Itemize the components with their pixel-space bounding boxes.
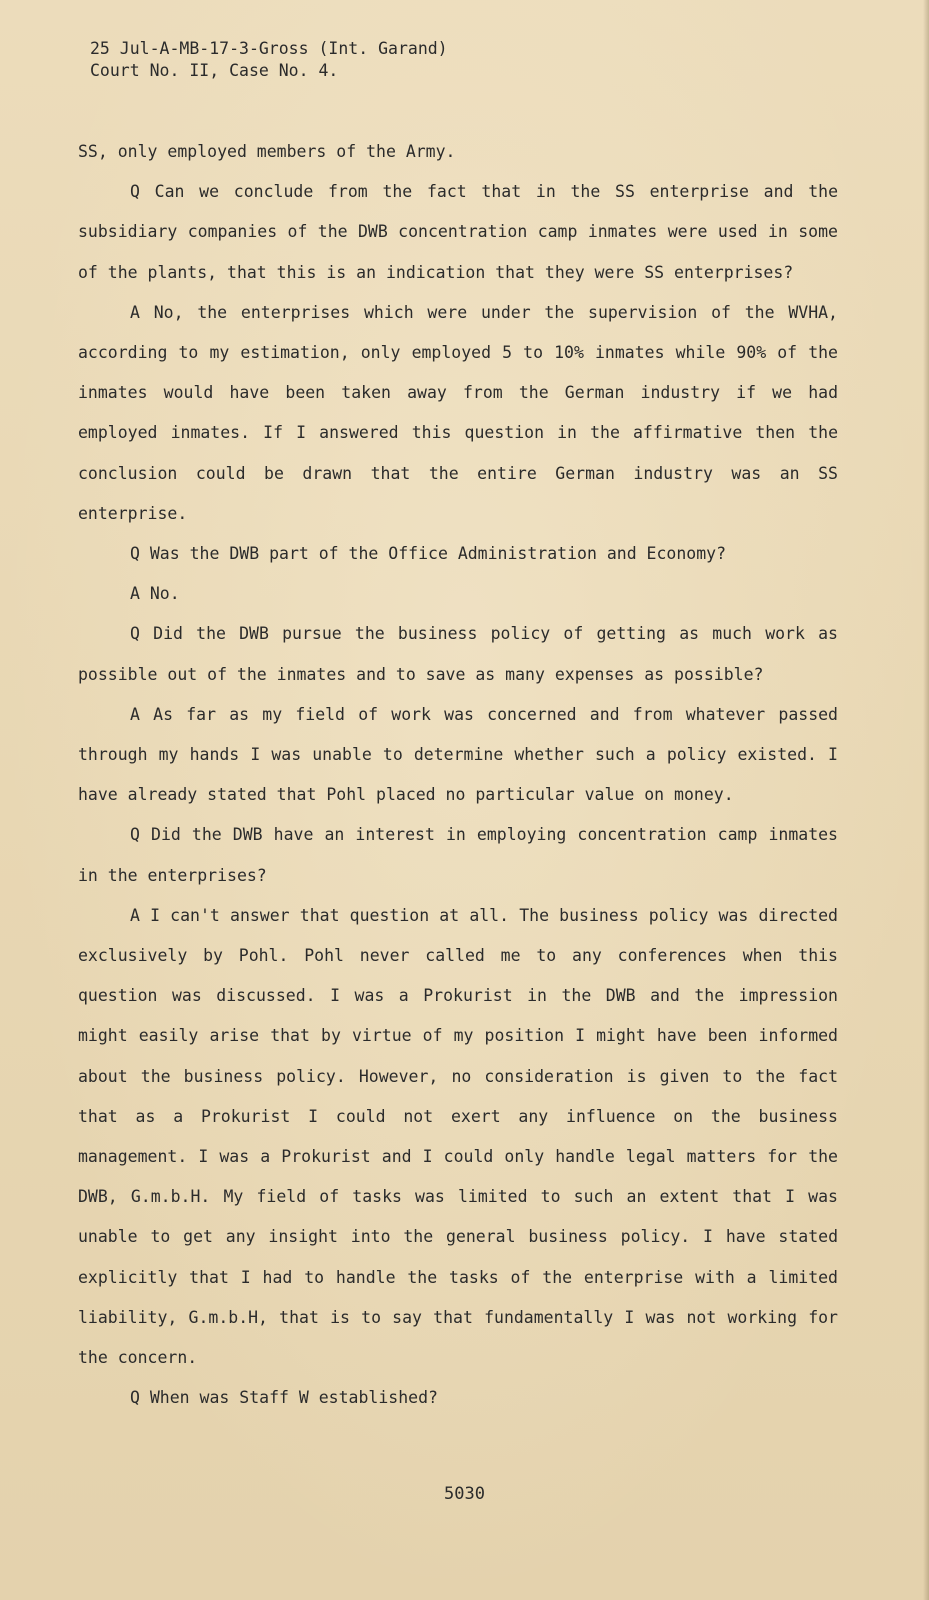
transcript-question: Q Did the DWB have an interest in employing concentration camp inmates in the enterprises? (78, 825, 838, 885)
transcript-answer: A No. (130, 584, 180, 604)
transcript-body (78, 132, 838, 1419)
document-header (90, 38, 448, 82)
header-case-line: 25 Jul-A-MB-17-3-Gross (Int. Garand) (90, 39, 448, 58)
transcript-answer: A I can't answer that question at all. The business policy was directed exclusively by Pohl. Pohl never called me to any conferences when this question was discussed. I was a Prokurist in the DWB and the impression might easily arise that by virtue of my position I might have been informed about the business policy. However, no consideration is given to the fact that as a Prokurist I could not exert any influence on the business management. I was a Prokurist and I could only handle legal matters for the DWB, G.m.b.H. My field of tasks was limited to such an extent that I was unable to get any insight into the general business policy. I have stated explicitly that I had to handle the tasks of the enterprise with a limited liability, G.m.b.H, that is to say that fundamentally I was not working for the concern. (78, 905, 838, 1368)
transcript-question: Q Was the DWB part of the Office Administration and Economy? (130, 544, 727, 564)
transcript-question: Q When was Staff W established? (130, 1388, 438, 1408)
transcript-answer: A No, the enterprises which were under the supervision of the WVHA, according to my estimation, only employed 5 to 10% inmates while 90% of the inmates would have been taken away from the German industry if we had employed inmates. If I answered this question in the affirmative then the conclusion could be drawn that the entire German industry was an SS enterprise. (78, 302, 838, 523)
header-court-line: Court No. II, Case No. 4. (90, 61, 339, 80)
transcript-answer: A As far as my field of work was concerned and from whatever passed through my hands I was unable to determine whether such a policy existed. I have already stated that Pohl placed no particular value on money. (78, 704, 838, 805)
transcript-question: Q Did the DWB pursue the business policy of getting as much work as possible out of the inmates and to save as many expenses as possible? (78, 624, 838, 684)
transcript-question: Q Can we conclude from the fact that in the SS enterprise and the subsidiary companies of the DWB concentration camp inmates were used in some of the plants, that this is an indication that they were SS enterprises? (78, 182, 838, 282)
transcript-paragraph-continuation: SS, only employed members of the Army. (78, 142, 456, 161)
page-number: 5030 (444, 1484, 485, 1504)
page-edge-shadow (923, 0, 929, 1600)
